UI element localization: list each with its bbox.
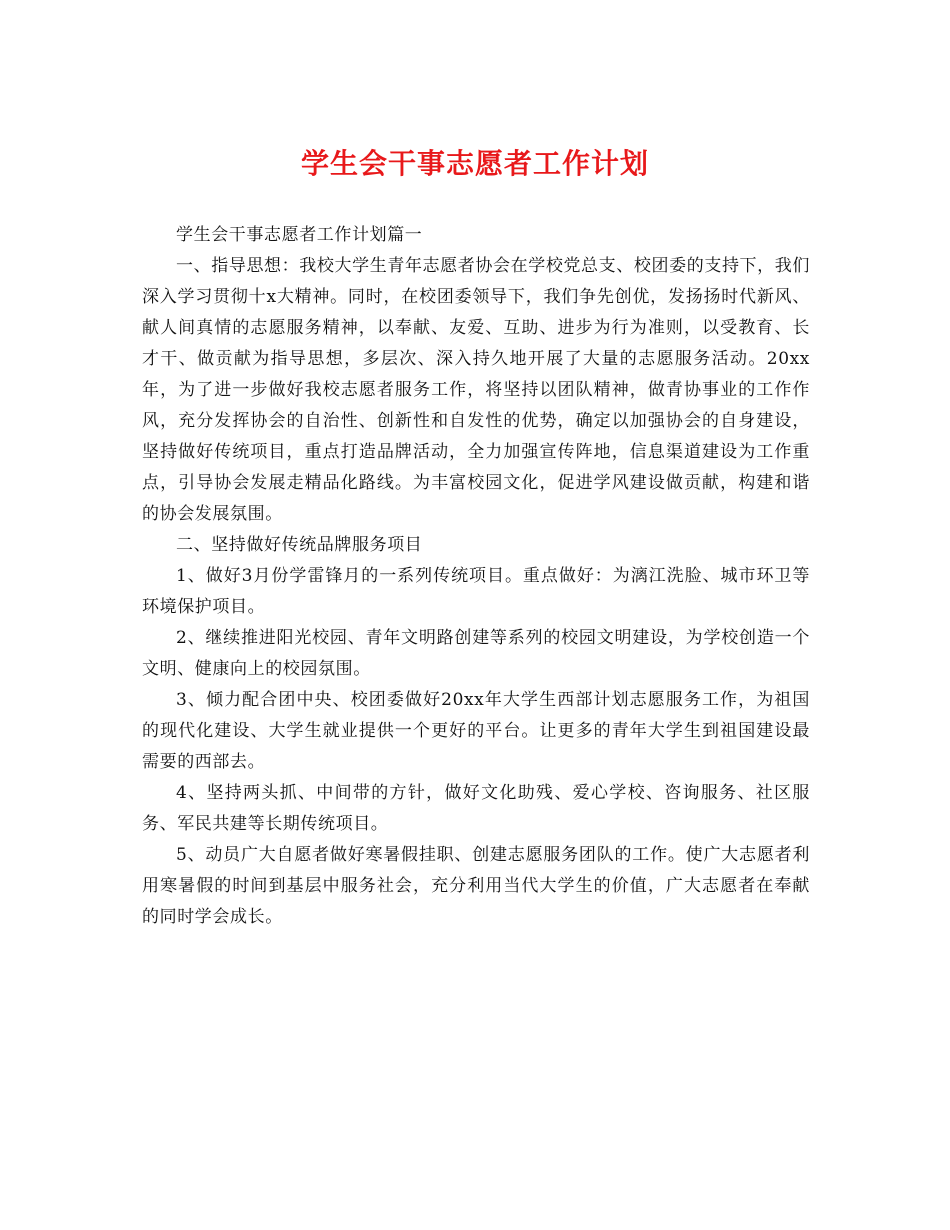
paragraph-item-2: 2、继续推进阳光校园、青年文明路创建等系列的校园文明建设，为学校创造一个文明、健康向上的校园氛围。 — [142, 628, 810, 679]
paragraph-guiding-thought: 一、指导思想：我校大学生青年志愿者协会在学校党总支、校团委的支持下，我们深入学习贯彻十x大精神。同时，在校团委领导下，我们争先创优，发扬扬时代新风、献人间真情的志愿服务精神，以奉献、友爱、互助、进步为行为准则，以受教育、长才干、做贡献为指导思想，多层次、深入持久地开展了大量的志愿服务活动。20xx年，为了进一步做好我校志愿者服务工作，将坚持以团队精神，做青协事业的工作作风，充分发挥协会的自治性、创新性和自发性的优势，确定以加强协会的自身建设，坚持做好传统项目，重点打造品牌活动，全力加强宣传阵地，信息渠道建设为工作重点，引导协会发展走精品化路线。为丰富校园文化，促进学风建设做贡献，构建和谐的协会发展氛围。 — [142, 256, 810, 524]
paragraph-section-heading: 学生会干事志愿者工作计划篇一 — [176, 225, 423, 245]
paragraph-item-5: 5、动员广大自愿者做好寒暑假挂职、创建志愿服务团队的工作。使广大志愿者利用寒暑假的时间到基层中服务社会，充分利用当代大学生的价值，广大志愿者在奉献的同时学会成长。 — [142, 845, 810, 927]
paragraph-heading-traditional-projects: 二、坚持做好传统品牌服务项目 — [176, 535, 423, 555]
document-body — [142, 220, 810, 933]
paragraph-item-1: 1、做好3月份学雷锋月的一系列传统项目。重点做好：为漓江洗脸、城市环卫等环境保护项目。 — [142, 566, 810, 617]
paragraph-item-4: 4、坚持两头抓、中间带的方针，做好文化助残、爱心学校、咨询服务、社区服务、军民共建等长期传统项目。 — [142, 783, 810, 834]
document-title: 学生会干事志愿者工作计划 — [300, 147, 649, 180]
paragraph-item-3: 3、倾力配合团中央、校团委做好20xx年大学生西部计划志愿服务工作，为祖国的现代化建设、大学生就业提供一个更好的平台。让更多的青年大学生到祖国建设最需要的西部去。 — [142, 690, 810, 772]
